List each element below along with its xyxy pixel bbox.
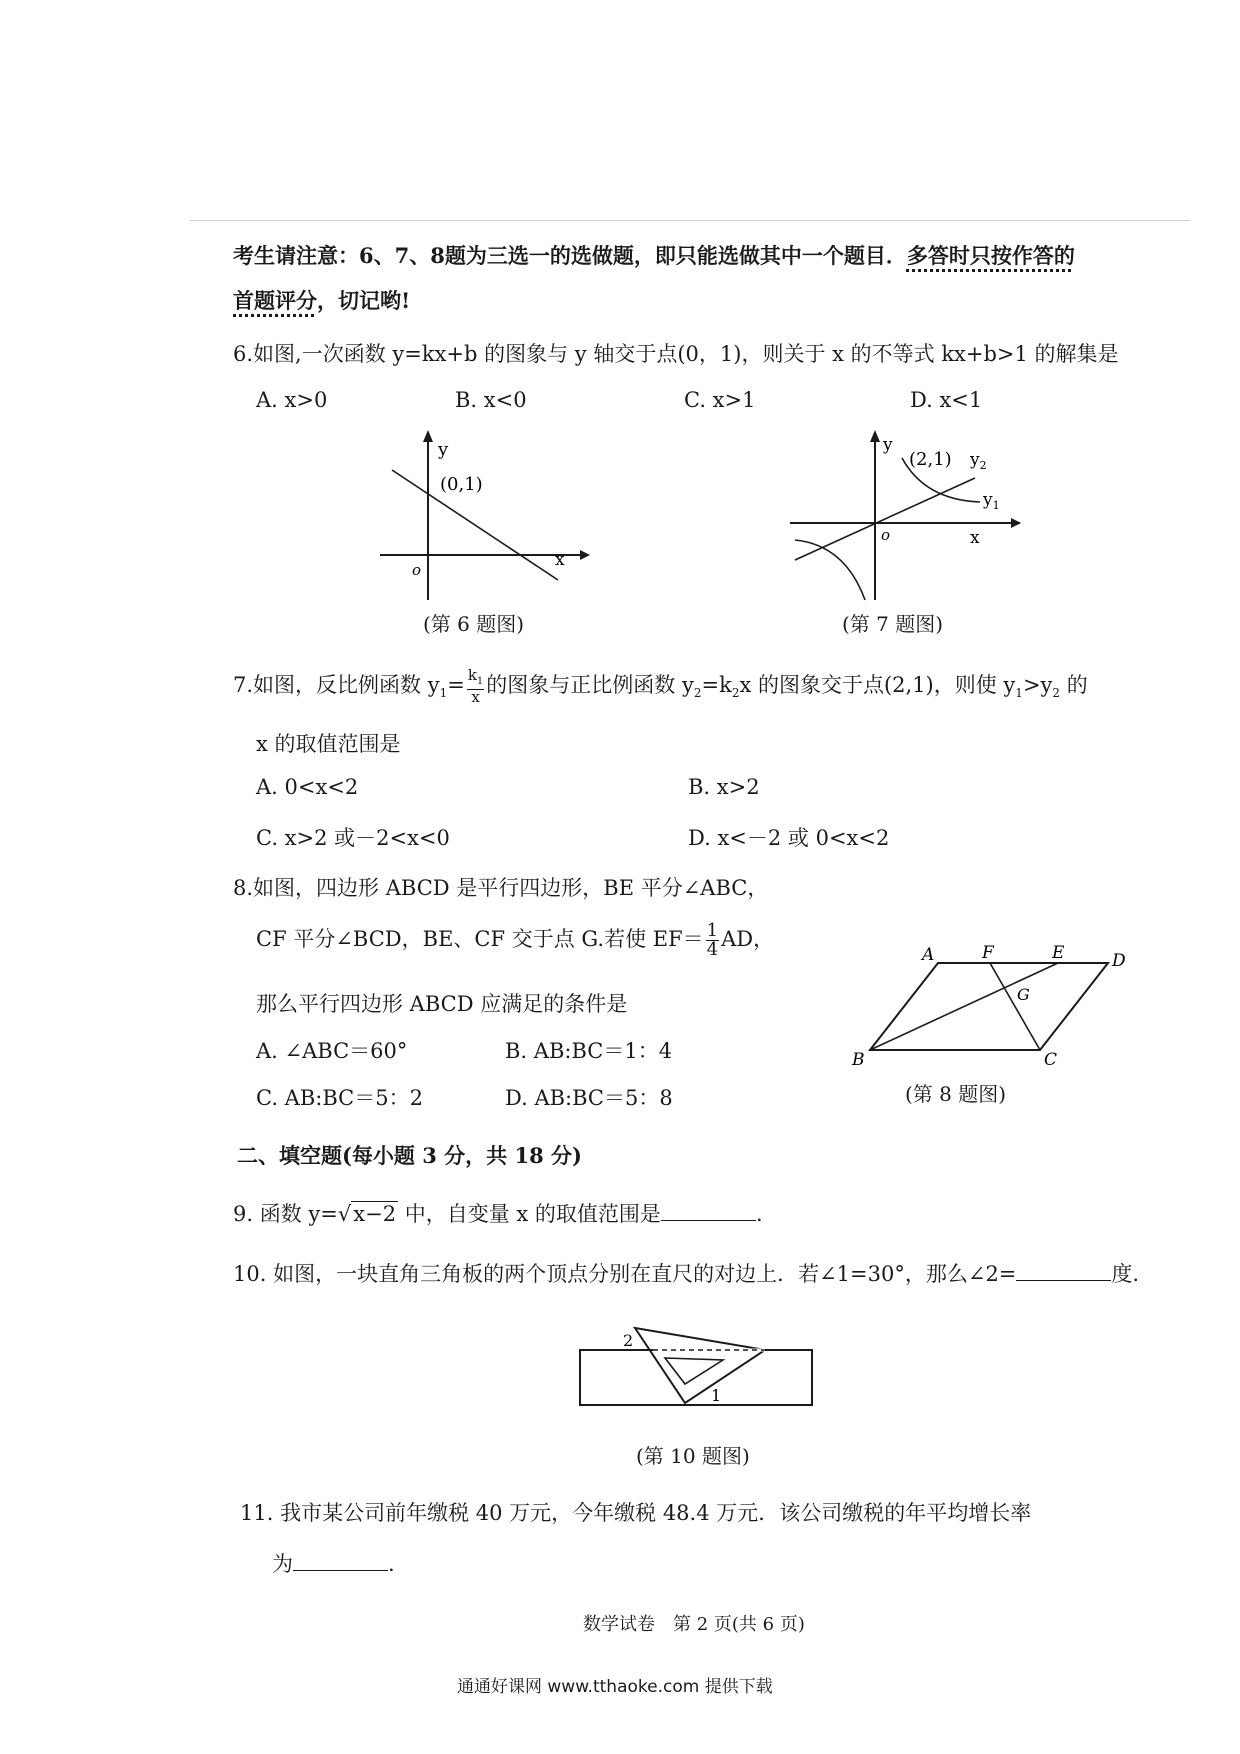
notice-line-2 (233, 285, 410, 315)
section-2-heading: 二、填空题(每小题 3 分，共 18 分) (237, 1143, 582, 1168)
q8-stem-1: 8.如图，四边形 ABCD 是平行四边形，BE 平分∠ABC， (233, 876, 769, 900)
q7-fraction (467, 668, 484, 705)
q8-label-a: A (922, 945, 935, 965)
q11-answer-blank[interactable] (293, 1552, 388, 1571)
q6-label-o: o (412, 561, 422, 579)
q7-caption: (第 7 题图) (842, 612, 944, 636)
q9-radicand: x−2 (353, 1202, 397, 1226)
q6-label-x: x (555, 550, 565, 570)
q10-stem-end: 度. (1111, 1262, 1140, 1286)
q10-stem (233, 1258, 1139, 1288)
q7-stem-text: 7.如图，反比例函数 y (233, 673, 440, 697)
q7-figure (785, 430, 1025, 605)
q7-y-arrow (870, 430, 880, 442)
notice-emphasis: 多答时只按作答的 (906, 243, 1075, 268)
top-rule (190, 220, 1190, 221)
q8-line-be (870, 963, 1058, 1050)
q11-stem-line-2 (272, 1548, 395, 1578)
q7-stem (233, 668, 1088, 705)
q7-gt: >y (1022, 673, 1053, 697)
q7-label-y: y (883, 435, 893, 455)
q9-stem: 9. 函数 y=√x−2 中，自变量 x 的取值范围是 . (233, 1202, 763, 1226)
q7-sub: 1 (439, 686, 448, 701)
q7-x-arrow (1011, 518, 1021, 528)
q8-label-b: B (852, 1050, 865, 1070)
q7-label-y2: $y_2$ (970, 450, 987, 472)
q7-frac-den: x (471, 688, 480, 706)
q7-frac-num: k (467, 666, 477, 684)
q9-stem-post: 中，自变量 x 的取值范围是 (398, 1202, 661, 1226)
q7-stem-post: x 的图象交于点(2,1)，则使 y (739, 673, 1016, 697)
q7-label-x: x (970, 528, 980, 548)
q8-label-d: D (1112, 951, 1126, 971)
q10-caption: (第 10 题图) (636, 1444, 750, 1468)
q6-stem: 6.如图,一次函数 y=kx+b 的图象与 y 轴交于点(0，1)，则关于 x 的不等式 kx+b>1 的解集是 (233, 342, 1119, 366)
q6-figure (370, 430, 590, 605)
q11-stem-pre: 为 (272, 1552, 293, 1576)
q7-stem-end: 的 (1060, 673, 1088, 697)
q6-option-b[interactable]: B. x<0 (455, 388, 527, 412)
q7-stem-line-2: x 的取值范围是 (256, 732, 401, 756)
q10-triangle-outer (635, 1328, 765, 1403)
q8-frac-num: 1 (706, 920, 719, 941)
q7-sub: 2 (1052, 686, 1061, 701)
q10-stem-pre: 10. 如图，一块直角三角板的两个顶点分别在直尺的对边上．若∠1=30°，那么∠2= (233, 1262, 1017, 1286)
q8-label-g: G (1017, 985, 1030, 1004)
q8-parallelogram (870, 963, 1108, 1050)
q7-option-c[interactable]: C. x>2 或－2<x<0 (256, 826, 450, 850)
q8-stem-2 (256, 922, 774, 959)
source-line: 通通好课网 www.tthaoke.com 提供下载 (457, 1677, 773, 1697)
q6-option-a[interactable]: A. x>0 (256, 388, 328, 412)
q11-stem-line-1: 11. 我市某公司前年缴税 40 万元，今年缴税 48.4 万元．该公司缴税的年平均增长率 (240, 1501, 1032, 1525)
q7-eq: = (447, 673, 465, 697)
q7-sub: 1 (1015, 686, 1023, 701)
q6-option-d[interactable]: D. x<1 (910, 388, 983, 412)
q7-option-a[interactable]: A. 0<x<2 (256, 775, 359, 799)
q8-option-a[interactable]: A. ∠ABC＝60° (256, 1039, 408, 1063)
q8-frac-den: 4 (706, 939, 719, 960)
q7-frac-sub: 1 (476, 676, 484, 687)
q7-label-point: (2,1) (909, 449, 952, 470)
q8-option-b[interactable]: B. AB:BC＝1：4 (505, 1039, 673, 1063)
q10-label-angle2: 2 (623, 1331, 634, 1350)
q8-label-f: F (982, 943, 994, 963)
q7-stem-mid2: =k (701, 673, 732, 697)
q8-stem-text: CF 平分∠BCD，BE、CF 交于点 G.若使 EF＝ (256, 927, 704, 951)
q6-y-arrow (423, 430, 433, 442)
notice-line-1 (233, 240, 1075, 270)
q8-line-cf (990, 963, 1040, 1050)
q8-stem-3: 那么平行四边形 ABCD 应满足的条件是 (256, 992, 628, 1016)
q7-sub: 2 (731, 686, 740, 701)
q8-stem-text-b: AD， (721, 927, 775, 951)
q7-label-y1: $y_1$ (983, 490, 1000, 512)
q9-answer-blank[interactable] (661, 1202, 756, 1221)
q7-curve-lower (795, 540, 865, 600)
q8-caption: (第 8 题图) (905, 1082, 1007, 1106)
q8-label-e: E (1052, 943, 1065, 963)
page-info: 数学试卷 第 2 页(共 6 页) (583, 1614, 805, 1635)
q6-caption: (第 6 题图) (423, 612, 525, 636)
q7-option-b[interactable]: B. x>2 (688, 775, 760, 799)
q7-stem-mid: 的图象与正比例函数 y (486, 673, 694, 697)
q6-x-arrow (580, 550, 590, 560)
q11-stem-end: . (388, 1552, 395, 1576)
q8-label-c: C (1044, 1050, 1058, 1070)
q6-option-c[interactable]: C. x>1 (684, 388, 756, 412)
q7-option-d[interactable]: D. x<－2 或 0<x<2 (688, 826, 890, 850)
q6-label-y: y (438, 439, 449, 460)
q7-label-o: o (881, 526, 891, 544)
notice-text-2: ，切记哟! (317, 288, 411, 313)
q10-figure (575, 1300, 825, 1420)
q10-label-angle1: 1 (711, 1386, 722, 1405)
notice-text: 考生请注意：6、7、8题为三选一的选做题，即只能选做其中一个题目． (233, 243, 907, 268)
q6-label-point: (0,1) (440, 474, 483, 495)
q8-option-c[interactable]: C. AB:BC＝5：2 (256, 1086, 423, 1110)
q7-sub: 2 (693, 686, 702, 701)
q8-fraction (706, 922, 719, 959)
q9-stem-end: . (755, 1202, 763, 1226)
q8-option-d[interactable]: D. AB:BC＝5：8 (505, 1086, 673, 1110)
q10-triangle-inner (665, 1358, 723, 1384)
q9-stem-pre: 9. 函数 y= (233, 1202, 338, 1226)
q8-figure (840, 938, 1130, 1073)
q10-answer-blank[interactable] (1016, 1262, 1111, 1281)
notice-emphasis-2: 首题评分 (233, 288, 317, 313)
